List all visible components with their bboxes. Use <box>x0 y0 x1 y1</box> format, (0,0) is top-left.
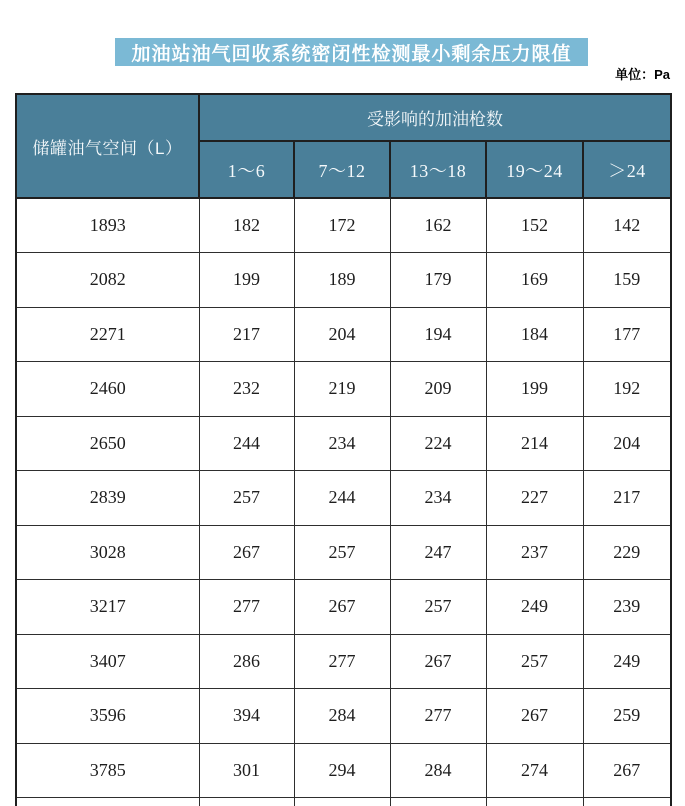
value-cell <box>583 798 671 806</box>
value-cell: 194 <box>390 307 486 362</box>
value-cell <box>486 798 583 806</box>
table-body <box>16 198 671 806</box>
value-cell: 192 <box>583 362 671 417</box>
tank-space-cell: 3028 <box>16 525 199 580</box>
value-cell: 257 <box>486 634 583 689</box>
value-cell: 249 <box>486 580 583 635</box>
table-row <box>16 689 671 744</box>
value-cell: 182 <box>199 198 294 253</box>
value-cell: 199 <box>199 253 294 308</box>
tank-space-cell: 2460 <box>16 362 199 417</box>
tank-space-cell: 3596 <box>16 689 199 744</box>
value-cell: 232 <box>199 362 294 417</box>
table-row <box>16 471 671 526</box>
table-row <box>16 634 671 689</box>
tank-space-cell: 3785 <box>16 743 199 798</box>
affected-nozzles-group-header: 受影响的加油枪数 <box>199 94 671 141</box>
tank-space-cell: 1893 <box>16 198 199 253</box>
value-cell: 239 <box>583 580 671 635</box>
value-cell: 227 <box>486 471 583 526</box>
table-row <box>16 198 671 253</box>
tank-vapor-space-header: 储罐油气空间（L） <box>16 94 199 198</box>
table-row <box>16 362 671 417</box>
table-row <box>16 253 671 308</box>
value-cell: 286 <box>199 634 294 689</box>
value-cell: 189 <box>294 253 390 308</box>
column-header-13-18: 13～18 <box>390 141 486 198</box>
table-row <box>16 525 671 580</box>
value-cell: 214 <box>486 416 583 471</box>
value-cell: 152 <box>486 198 583 253</box>
value-cell: 259 <box>583 689 671 744</box>
table-header <box>16 94 671 198</box>
value-cell: 177 <box>583 307 671 362</box>
value-cell: 257 <box>390 580 486 635</box>
value-cell: 217 <box>583 471 671 526</box>
value-cell: 257 <box>199 471 294 526</box>
table-row-partial <box>16 798 671 806</box>
value-cell: 294 <box>294 743 390 798</box>
column-header-7-12: 7～12 <box>294 141 390 198</box>
value-cell: 277 <box>199 580 294 635</box>
value-cell: 267 <box>294 580 390 635</box>
tank-space-cell: 2082 <box>16 253 199 308</box>
table-row <box>16 743 671 798</box>
tank-space-cell: 3217 <box>16 580 199 635</box>
value-cell <box>390 798 486 806</box>
value-cell: 394 <box>199 689 294 744</box>
value-cell: 247 <box>390 525 486 580</box>
tank-space-cell: 2839 <box>16 471 199 526</box>
tank-space-cell: 2271 <box>16 307 199 362</box>
value-cell: 179 <box>390 253 486 308</box>
value-cell: 219 <box>294 362 390 417</box>
value-cell: 199 <box>486 362 583 417</box>
value-cell: 217 <box>199 307 294 362</box>
table-row <box>16 580 671 635</box>
value-cell: 267 <box>390 634 486 689</box>
value-cell: 234 <box>294 416 390 471</box>
value-cell: 209 <box>390 362 486 417</box>
unit-label: 单位：Pa <box>615 67 670 82</box>
value-cell: 284 <box>294 689 390 744</box>
value-cell: 284 <box>390 743 486 798</box>
value-cell: 172 <box>294 198 390 253</box>
value-cell: 301 <box>199 743 294 798</box>
value-cell: 274 <box>486 743 583 798</box>
value-cell: 224 <box>390 416 486 471</box>
value-cell: 249 <box>583 634 671 689</box>
value-cell: 169 <box>486 253 583 308</box>
column-header-gt24: ＞24 <box>583 141 671 198</box>
value-cell: 237 <box>486 525 583 580</box>
page-title: 加油站油气回收系统密闭性检测最小剩余压力限值 <box>115 38 588 66</box>
tank-space-cell: 2650 <box>16 416 199 471</box>
value-cell: 267 <box>199 525 294 580</box>
value-cell <box>294 798 390 806</box>
value-cell <box>199 798 294 806</box>
table-row <box>16 416 671 471</box>
tank-space-cell <box>16 798 199 806</box>
pressure-limit-table <box>15 93 672 806</box>
value-cell: 244 <box>294 471 390 526</box>
column-header-1-6: 1～6 <box>199 141 294 198</box>
value-cell: 184 <box>486 307 583 362</box>
value-cell: 277 <box>294 634 390 689</box>
value-cell: 257 <box>294 525 390 580</box>
table-row <box>16 307 671 362</box>
tank-space-cell: 3407 <box>16 634 199 689</box>
value-cell: 277 <box>390 689 486 744</box>
value-cell: 162 <box>390 198 486 253</box>
value-cell: 159 <box>583 253 671 308</box>
value-cell: 244 <box>199 416 294 471</box>
value-cell: 229 <box>583 525 671 580</box>
value-cell: 204 <box>583 416 671 471</box>
column-header-19-24: 19～24 <box>486 141 583 198</box>
value-cell: 142 <box>583 198 671 253</box>
value-cell: 234 <box>390 471 486 526</box>
value-cell: 204 <box>294 307 390 362</box>
value-cell: 267 <box>486 689 583 744</box>
value-cell: 267 <box>583 743 671 798</box>
